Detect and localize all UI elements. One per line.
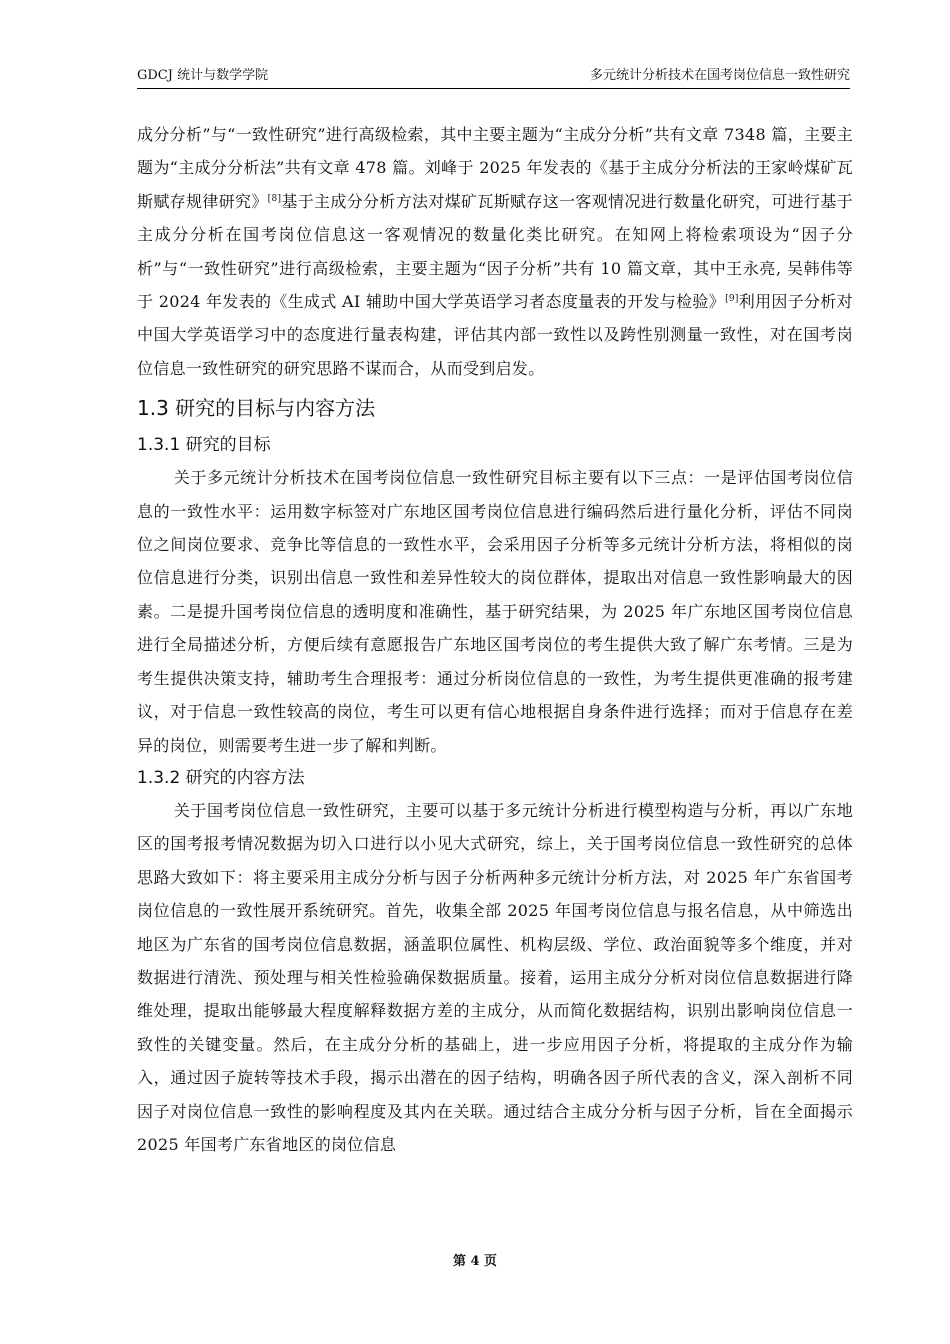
subsection-heading-goals: 1.3.1 研究的目标 [137, 435, 271, 456]
citation-ref: [8] [267, 193, 282, 204]
header-title: 多元统计分析技术在国考岗位信息一致性研究 [589, 68, 850, 83]
page-header [137, 68, 850, 89]
section-heading: 1.3 研究的目标与内容方法 [137, 396, 376, 421]
header-institution: GDCJ 统计与数学学院 [137, 68, 269, 83]
citation-ref: [9] [725, 294, 739, 305]
paragraph-text: 基于主成分分析方法对煤矿瓦斯赋存这一客观情况进行数量化研究，可进行基于主成分分析在国考岗位信息这一客观情况的数量化类比研究。在知网上将检索项设为“因子分析”与“一致性研究”进行高级检索，主要主题为“因子分析”共有 10 篇文章，其中王永亮, 吴韩伟等于 2024 年发表的《生成式 AI 辅助中国大学英语学习者态度量表的开发与检验》 [137, 191, 853, 312]
subsection-heading-methods: 1.3.2 研究的内容方法 [137, 767, 305, 788]
paragraph-text: 利用因子分析对中国大学英语学习中的态度进行量表构建，评估其内部一致性以及跨性别测量一致性，对在国考岗位信息一致性研究的研究思路不谋而合，从而受到启发。 [137, 292, 853, 378]
paragraph-text: 成分分析”与“一致性研究”进行高级检索，其中主要主题为“主成分分析”共有文章 7348 篇，主要主题为“主成分分析法”共有文章 478 篇。刘峰于 2025 年发表的《基于主成分分析法的王家岭煤矿瓦斯赋存规律研究》 [137, 125, 853, 211]
page-number: 第 4 页 [452, 1254, 498, 1269]
paragraph-goals: 关于多元统计分析技术在国考岗位信息一致性研究目标主要有以下三点：一是评估国考岗位信息的一致性水平：运用数字标签对广东地区国考岗位信息进行编码然后进行量化分析，评估不同岗位之间岗位要求、竞争比等信息的一致性水平，会采用因子分析等多元统计分析方法，将相似的岗位信息进行分类，识别出信息一致性和差异性较大的岗位群体，提取出对信息一致性影响最大的因素。二是提升国考岗位信息的透明度和准确性，基于研究结果，为 2025 年广东地区国考岗位信息进行全局描述分析，方便后续有意愿报告广东地区国考岗位的考生提供大致了解广东考情。三是为考生提供决策支持，辅助考生合理报考：通过分析岗位信息的一致性，为考生提供更准确的报考建议，对于信息一致性较高的岗位，考生可以更有信心地根据自身条件进行选择；而对于信息存在差异的岗位，则需要考生进一步了解和判断。 [137, 468, 853, 755]
page-body [137, 118, 853, 1161]
paragraph-methods: 关于国考岗位信息一致性研究，主要可以基于多元统计分析进行模型构造与分析，再以广东地区的国考报考情况数据为切入口进行以小见大式研究，综上，关于国考岗位信息一致性研究的总体思路大致如下：将主要采用主成分分析与因子分析两种多元统计分析方法，对 2025 年广东省国考岗位信息的一致性展开系统研究。首先，收集全部 2025 年国考岗位信息与报名信息，从中筛选出地区为广东省的国考岗位信息数据，涵盖职位属性、机构层级、学位、政治面貌等多个维度，并对数据进行清洗、预处理与相关性检验确保数据质量。接着，运用主成分分析对岗位信息数据进行降维处理，提取出能够最大程度解释数据方差的主成分，从而简化数据结构，识别出影响岗位信息一致性的关键变量。然后，在主成分分析的基础上，进一步应用因子分析，将提取的主成分作为输入，通过因子旋转等技术手段，揭示出潜在的因子结构，明确各因子所代表的含义，深入剖析不同因子对岗位信息一致性的影响程度及其内在关联。通过结合主成分分析与因子分析，旨在全面揭示 2025 年国考广东省地区的岗位信息 [137, 800, 853, 1154]
paragraph-literature-review [137, 118, 853, 385]
